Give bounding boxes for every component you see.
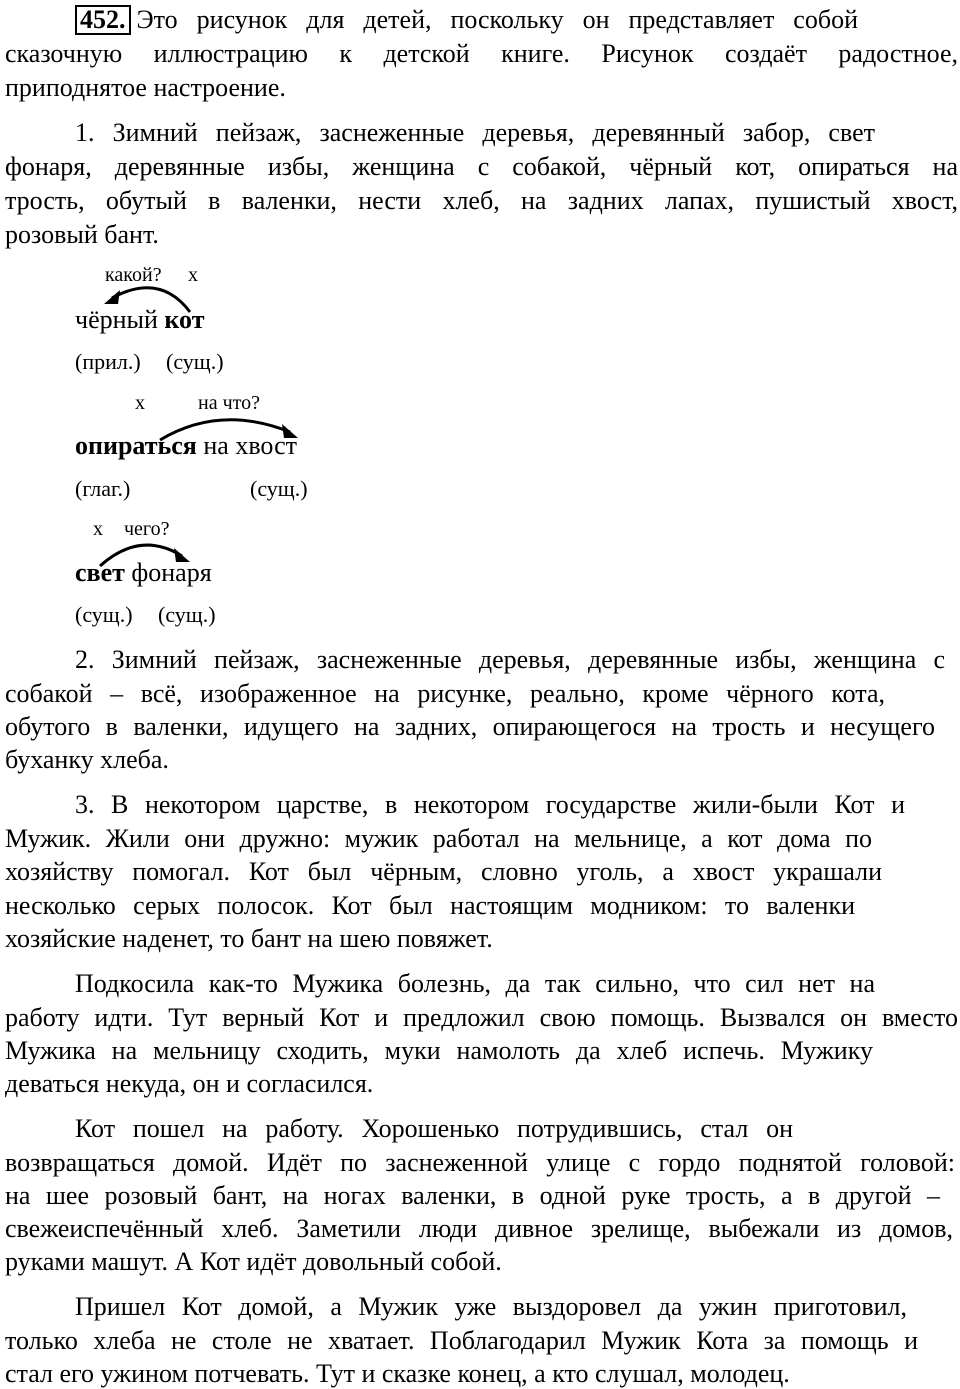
diagram-3-pos-1: (сущ.): [75, 602, 133, 627]
para5-line-3: на шее розовый бант, на ногах валенки, в одной руке трость, а в другой –: [5, 1181, 940, 1210]
diagram-2-marker: х: [135, 392, 145, 414]
para5-line-5: руками машут. А Кот идёт довольный собой.: [5, 1247, 502, 1276]
item2-line-4: буханку хлеба.: [5, 745, 169, 774]
item3-line-3: хозяйству помогал. Кот был чёрным, словно уголь, а хвост украшали: [5, 857, 882, 886]
item2-line-2: собакой – всё, изображенное на рисунке, реально, кроме чёрного кота,: [5, 679, 885, 708]
item2-line-3: обутого в валенки, идущего на задних, опирающегося на трость и несущего: [5, 712, 935, 741]
para6-line-2: только хлеба не столе не хватает. Поблагодарил Мужик Кота за помощь и: [5, 1326, 918, 1355]
diagram-2-pos-2: (сущ.): [250, 476, 308, 501]
item1-line-4: розовый бант.: [5, 220, 159, 249]
item3-line-4: несколько серых полосок. Кот был настоящим модником: то валенки: [5, 891, 855, 920]
para6-line-1: Пришел Кот домой, а Мужик уже выздоровел да ужин приготовил,: [75, 1292, 907, 1321]
item3-line-2: Мужик. Жили они дружно: мужик работал на мельнице, а кот дома по: [5, 824, 872, 853]
diagram-2-question: на что?: [198, 392, 260, 414]
intro-line-3: приподнятое настроение.: [5, 73, 286, 102]
item3-line-5: хозяйские наденет, то бант на шею повяжет.: [5, 924, 493, 953]
diagram-1-question: какой?: [105, 264, 162, 286]
diagram-3-question: чего?: [124, 518, 170, 540]
para6-line-3: стал его ужином потчевать. Тут и сказке конец, а кто слушал, молодец.: [5, 1359, 790, 1388]
diagram-1-phrase: чёрный кот: [75, 305, 205, 334]
diagram-1-pos-2: (сущ.): [166, 349, 224, 374]
diagram-3-marker: х: [93, 518, 103, 540]
para4-line-3: Мужика на мельницу сходить, муки намолоть да хлеб испечь. Мужику: [5, 1036, 873, 1065]
para4-line-1: Подкосила как-то Мужика болезнь, да так сильно, что сил нет на: [75, 969, 875, 998]
diagram-2-pos-1: (глаг.): [75, 476, 131, 501]
diagram-1-pos-1: (прил.): [75, 349, 141, 374]
para5-line-4: свежеиспечённый хлеб. Заметили люди дивное зрелище, выбежали из домов,: [5, 1214, 953, 1243]
diagram-3-phrase: свет фонаря: [75, 558, 212, 587]
para4-line-4: деваться некуда, он и согласился.: [5, 1069, 374, 1098]
exercise-number: 452.: [75, 5, 131, 35]
item1-line-2: фонаря, деревянные избы, женщина с собакой, чёрный кот, опираться на: [5, 152, 958, 181]
item3-line-1: 3. В некотором царстве, в некотором государстве жили-были Кот и: [75, 790, 905, 819]
para4-line-2: работу идти. Тут верный Кот и предложил свою помощь. Вызвался он вместо: [5, 1003, 958, 1032]
intro-line-2: сказочную иллюстрацию к детской книге. Рисунок создаёт радостное,: [5, 39, 958, 68]
diagram-3-pos-2: (сущ.): [158, 602, 216, 627]
item1-line-1: 1. Зимний пейзаж, заснеженные деревья, деревянный забор, свет: [75, 118, 875, 147]
item1-line-3: трость, обутый в валенки, нести хлеб, на задних лапах, пушистый хвост,: [5, 186, 958, 215]
item2-line-1: 2. Зимний пейзаж, заснеженные деревья, деревянные избы, женщина с: [75, 645, 945, 674]
para5-line-2: возвращаться домой. Идёт по заснеженной улице с гордо поднятой головой:: [5, 1148, 955, 1177]
para5-line-1: Кот пошел на работу. Хорошенько потрудившись, стал он: [75, 1114, 793, 1143]
diagram-1-marker: х: [188, 264, 198, 286]
intro-line-1: 452. Это рисунок для детей, поскольку он представляет собой: [75, 5, 858, 35]
diagram-2-phrase: опираться на хвост: [75, 431, 297, 460]
